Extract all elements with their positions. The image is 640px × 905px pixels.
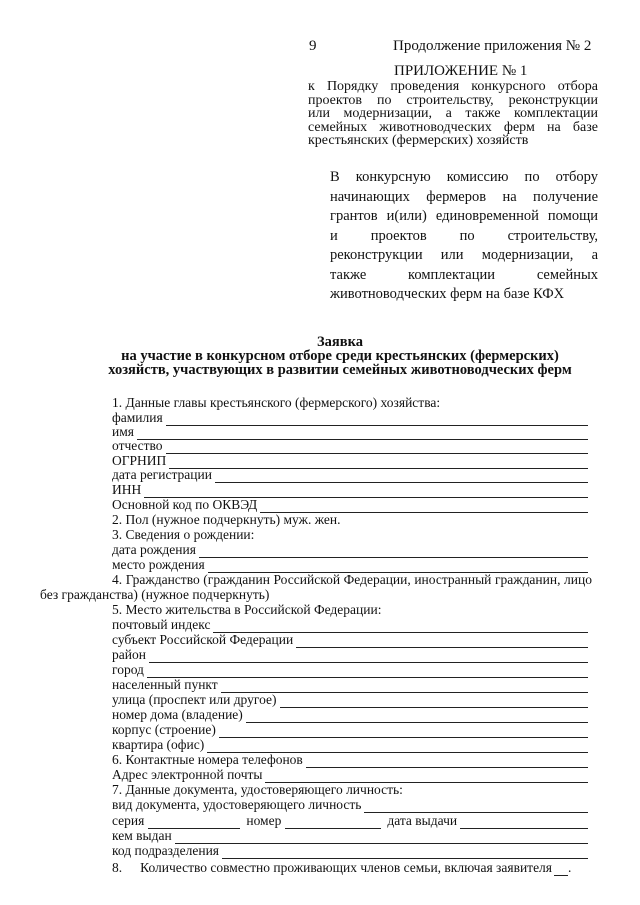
addressee-line: реконструкции или модернизации, а [330, 247, 598, 263]
family-members-field[interactable] [554, 863, 568, 876]
section-3-heading: 3. Сведения о рождении: [112, 527, 255, 542]
building-label: корпус (строение) [112, 722, 216, 737]
patronymic-label: отчество [112, 438, 163, 453]
document-page: 9 Продолжение приложения № 2 ПРИЛОЖЕНИЕ № 1 к Порядку проведения конкурсного отбора проектов по строительству, реконструкции или модернизации, а также комплектации семейных животноводческих ферм на базе крестьянских (фермерских) хозяйств В конкурсную комиссию по отбору начинающих фермеров на получение грантов и(или) единовременной помощи и проектов по строительству, реконструкции или модернизации, а также комплектации семейных животноводческих ферм на базе КФХ Заявка на участие в конкурсном отборе среди крестьянских (фермерских) хозяйств, участвующих в развитии семейных животноводческих ферм 1. Данные главы крестьянского (фермерского) хозяйства: фамилия имя отчество ОГРНИП дата регистрации ИНН Основной код по ОКВЭД 2. Пол (нужное подчеркнуть) муж. жен. 3. Сведения о рождении: дата рождения место рождения 4. Гражданство (гражданин Российской Федерации, иностранный гражданин, лицо без гражданства) (нужное подчеркнуть) 5. Место жительства в Российской Федерации: почтовый индекс субъект Российской Федерации район город населенный пункт улица (проспект или другое) номер дома (владение) корпус (строение) квартира (офис) 6. Контактные номера телефонов Адрес электронной почты 7. Данные документа, удостоверяющего личность: вид документа, удостоверяющего личность серия номер дата выдачи кем выдан код подразделения 8. Количество совместно проживающих членов семьи, включая заявителя . [0, 0, 640, 905]
number-label: номер [246, 813, 282, 828]
doc-type-label: вид документа, удостоверяющего личность [112, 797, 362, 812]
doc-type-field[interactable] [364, 800, 588, 813]
birth-date-label: дата рождения [112, 542, 196, 557]
region-label: субъект Российской Федерации [112, 632, 294, 647]
postcode-label: почтовый индекс [112, 617, 211, 632]
issue-date-label: дата выдачи [387, 813, 458, 828]
surname-label: фамилия [112, 410, 163, 425]
appendix-line: проектов по строительству, реконструкции [308, 92, 598, 108]
issued-by-label: кем выдан [112, 828, 172, 843]
name-label: имя [112, 424, 134, 439]
locality-label: населенный пункт [112, 677, 218, 692]
family-members-label: Количество совместно проживающих членов семьи, включая заявителя [140, 860, 553, 875]
birth-place-label: место рождения [112, 557, 205, 572]
inn-label: ИНН [112, 482, 142, 497]
addressee-line: грантов и(или) единовременной помощи [330, 208, 598, 224]
district-label: район [112, 647, 146, 662]
appendix-line: или модернизации, а также комплектации [308, 106, 598, 121]
section-1-heading: 1. Данные главы крестьянского (фермерского) хозяйства: [112, 395, 441, 410]
house-label: номер дома (владение) [112, 707, 243, 722]
continuation-note: Продолжение приложения № 2 [393, 38, 592, 54]
email-label: Адрес электронной почты [112, 767, 263, 782]
city-label: город [112, 662, 144, 677]
application-title: Заявка [317, 334, 363, 350]
series-label: серия [112, 813, 145, 828]
section-7-heading: 7. Данные документа, удостоверяющего личность: [112, 782, 403, 797]
dept-code-label: код подразделения [112, 843, 220, 858]
street-label: улица (проспект или другое) [112, 692, 277, 707]
addressee-line: животноводческих ферм на базе КФХ [330, 286, 565, 302]
gender-line[interactable]: 2. Пол (нужное подчеркнуть) муж. жен. [112, 512, 341, 527]
phones-label: 6. Контактные номера телефонов [112, 752, 303, 767]
addressee-line: В конкурсную комиссию по отбору [330, 169, 598, 185]
application-subtitle: на участие в конкурсном отборе среди крестьянских (фермерских) [121, 348, 559, 364]
reg-date-label: дата регистрации [112, 467, 212, 482]
page-number: 9 [309, 38, 317, 54]
application-subtitle: хозяйств, участвующих в развитии семейных животноводческих ферм [108, 362, 572, 378]
addressee-line: также комплектации семейных [330, 266, 598, 283]
appendix-line: семейных животноводческих ферм на базе [308, 119, 598, 135]
ogrnip-label: ОГРНИП [112, 453, 167, 468]
appendix-title: ПРИЛОЖЕНИЕ № 1 [394, 63, 528, 79]
okved-label: Основной код по ОКВЭД [112, 497, 258, 512]
appendix-line: к Порядку проведения конкурсного отбора [308, 79, 598, 94]
addressee-line: начинающих фермеров на получение [330, 188, 598, 205]
citizenship-line[interactable]: 4. Гражданство (гражданин Российской Федерации, иностранный гражданин, лицо [112, 572, 592, 587]
section-8-number: 8. [112, 860, 123, 875]
section-5-heading: 5. Место жительства в Российской Федерации: [112, 602, 382, 617]
apartment-label: квартира (офис) [112, 737, 205, 752]
dept-code-field[interactable] [222, 846, 588, 859]
addressee-line: и проектов по строительству, [330, 227, 598, 244]
appendix-reference [308, 80, 598, 148]
appendix-line: крестьянских (фермерских) хозяйств [308, 133, 529, 148]
citizenship-line-cont: без гражданства) (нужное подчеркнуть) [40, 587, 270, 602]
addressee-block [330, 168, 598, 305]
